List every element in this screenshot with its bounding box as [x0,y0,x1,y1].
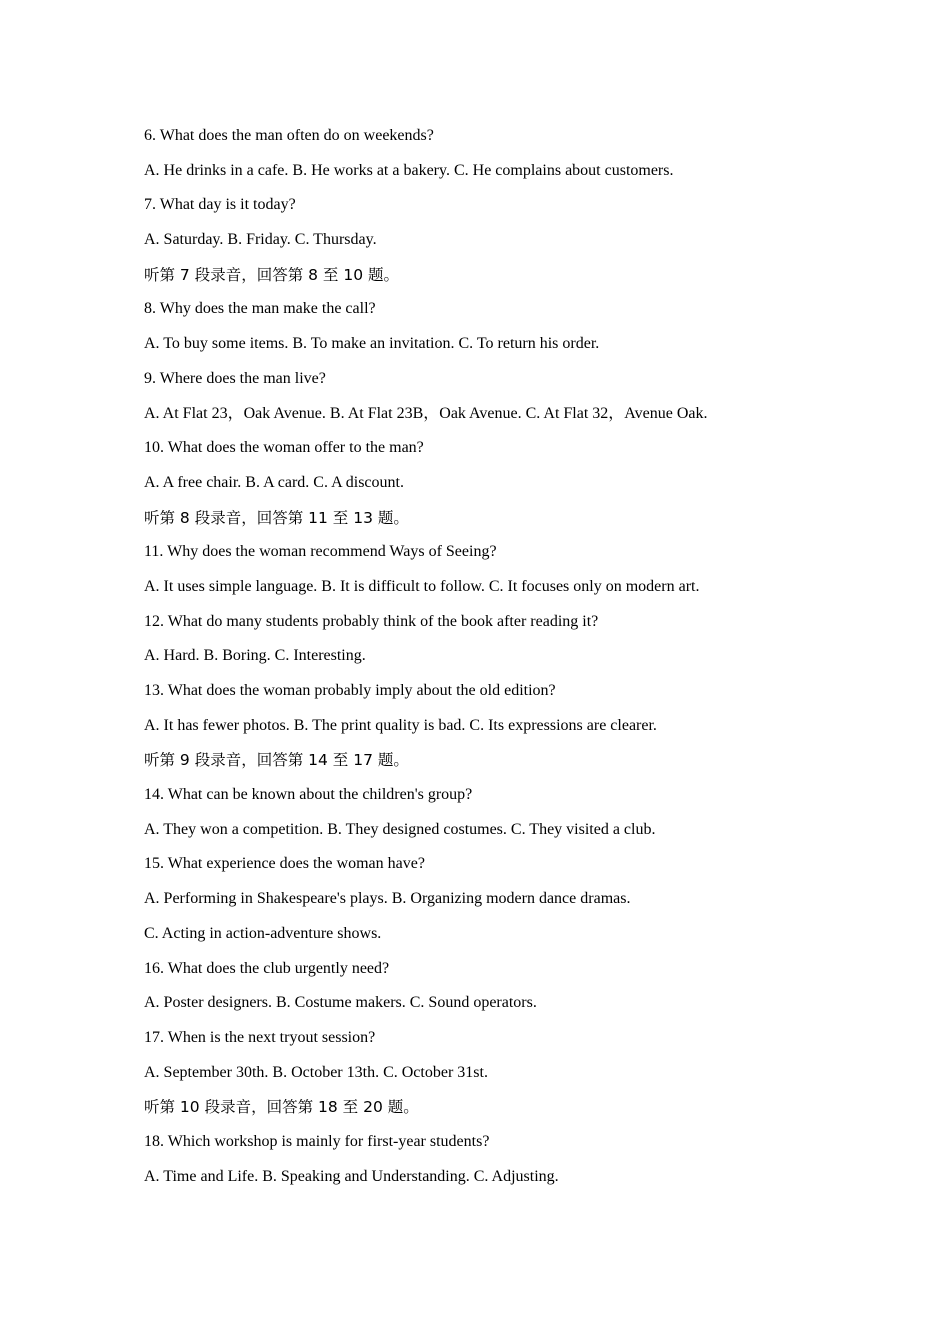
options-13: A. It has fewer photos. B. The print quality is bad. C. Its expressions are clearer. [144,716,657,734]
question-9: 9. Where does the man live? [144,369,326,387]
options-6: A. He drinks in a cafe. B. He works at a bakery. C. He complains about customers. [144,161,674,179]
section-instruction-7: 听第 7 段录音，回答第 8 至 10 题。 [144,265,400,284]
options-15-part-1: A. Performing in Shakespeare's plays. B. Organizing modern dance dramas. [144,890,631,908]
section-instruction-8: 听第 8 段录音，回答第 11 至 13 题。 [144,508,409,527]
options-12: A. Hard. B. Boring. C. Interesting. [144,647,366,665]
question-7: 7. What day is it today? [144,196,296,214]
section-instruction-10: 听第 10 段录音，回答第 18 至 20 题。 [144,1098,419,1117]
question-8: 8. Why does the man make the call? [144,300,376,318]
question-17: 17. When is the next tryout session? [144,1028,376,1046]
options-14: A. They won a competition. B. They designed costumes. C. They visited a club. [144,820,656,838]
question-12: 12. What do many students probably think of the book after reading it? [144,612,599,630]
question-15: 15. What experience does the woman have? [144,855,425,873]
options-10: A. A free chair. B. A card. C. A discount. [144,473,404,491]
options-11: A. It uses simple language. B. It is difficult to follow. C. It focuses only on modern art. [144,577,700,595]
options-17: A. September 30th. B. October 13th. C. October 31st. [144,1063,488,1081]
question-13: 13. What does the woman probably imply about the old edition? [144,682,556,699]
question-11: 11. Why does the woman recommend Ways of Seeing? [144,543,497,561]
question-16: 16. What does the club urgently need? [144,959,390,977]
question-6: 6. What does the man often do on weekends? [144,127,434,144]
question-14: 14. What can be known about the children's group? [144,786,473,804]
question-18: 18. Which workshop is mainly for first-year students? [144,1132,490,1150]
options-16: A. Poster designers. B. Costume makers. C. Sound operators. [144,994,537,1012]
question-list [144,124,824,1199]
options-15-part-2: C. Acting in action-adventure shows. [144,924,382,942]
question-10: 10. What does the woman offer to the man? [144,439,424,457]
options-9: A. At Flat 23，Oak Avenue. B. At Flat 23B，Oak Avenue. C. At Flat 32，Avenue Oak. [144,404,708,422]
section-instruction-9: 听第 9 段录音，回答第 14 至 17 题。 [144,751,409,770]
options-8: A. To buy some items. B. To make an invitation. C. To return his order. [144,335,600,353]
options-18: A. Time and Life. B. Speaking and Understanding. C. Adjusting. [144,1167,559,1185]
options-7: A. Saturday. B. Friday. C. Thursday. [144,231,377,249]
